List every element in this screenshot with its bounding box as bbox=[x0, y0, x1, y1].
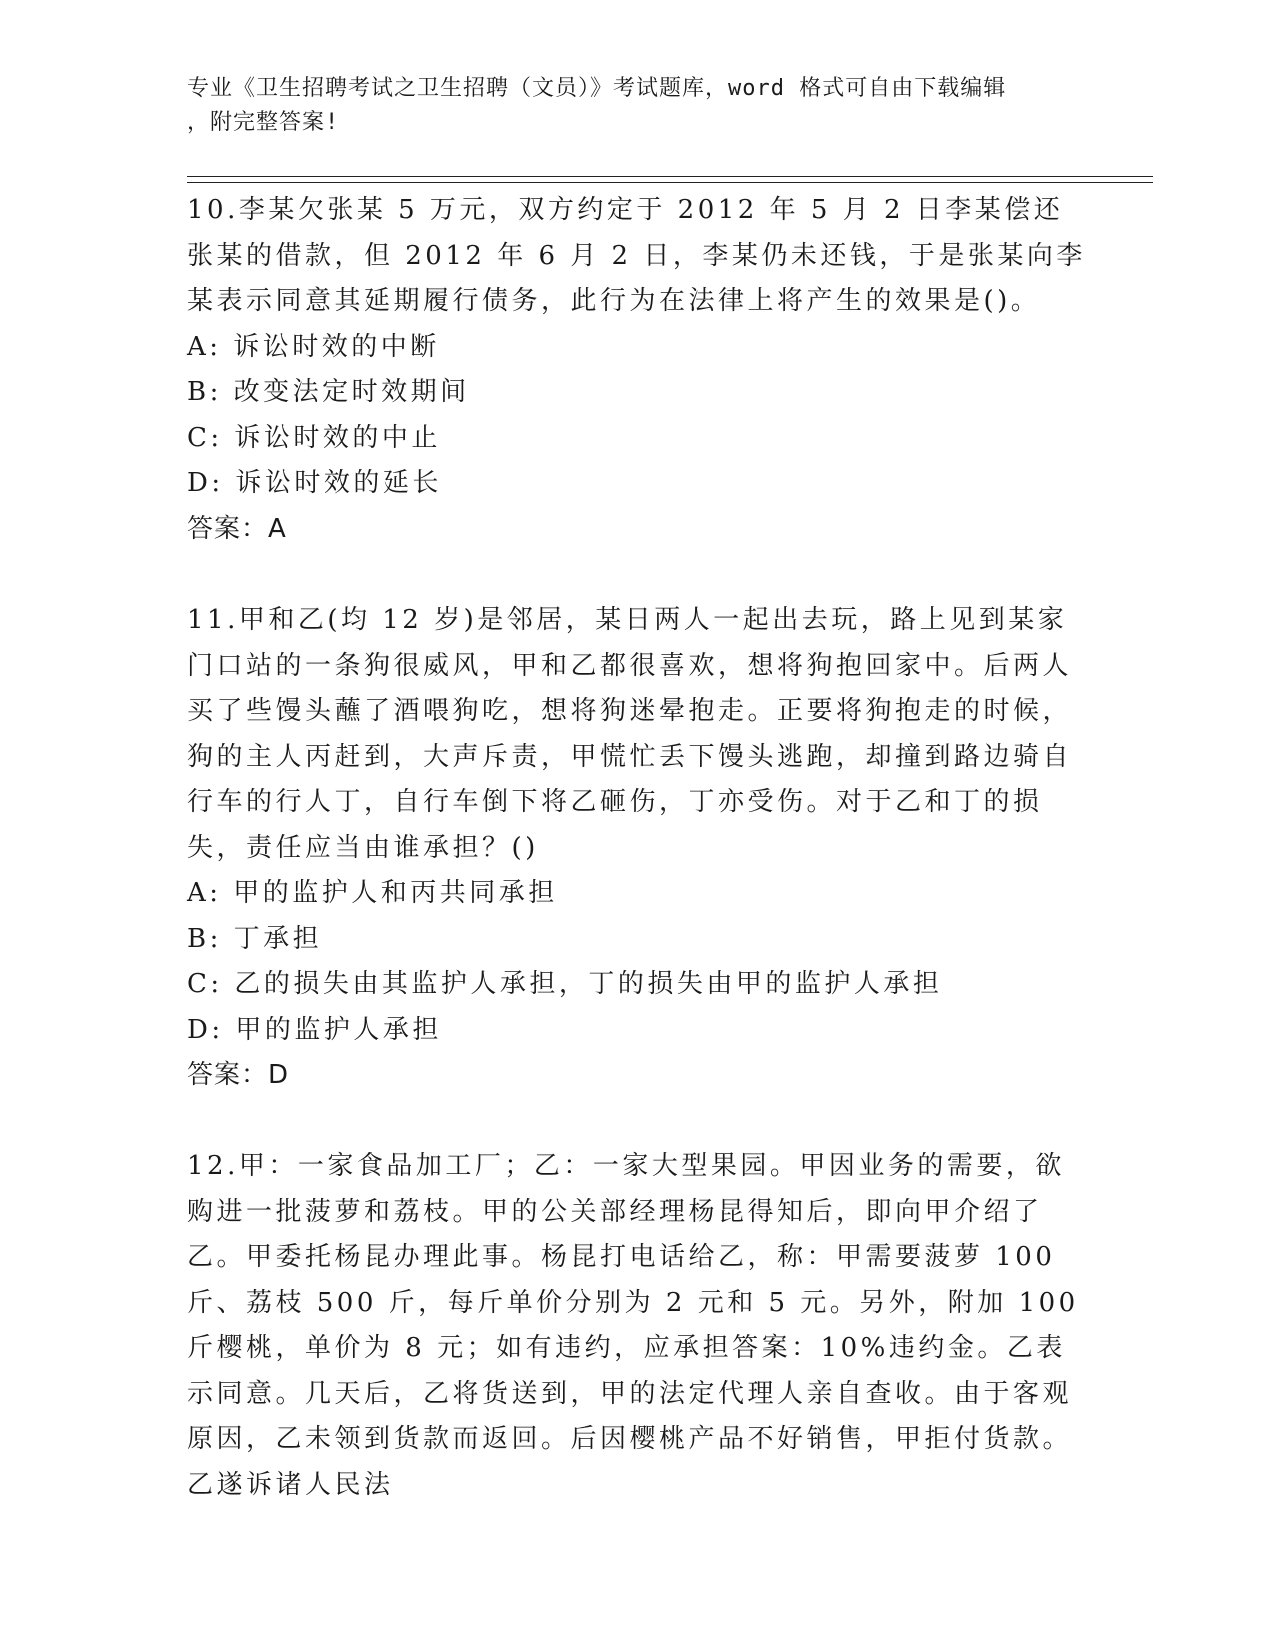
question-stem: 11.甲和乙(均 12 岁)是邻居，某日两人一起出去玩，路上见到某家门口站的一条狗很威风，甲和乙都很喜欢，想将狗抱回家中。后两人买了些馒头蘸了酒喂狗吃，想将狗迷晕抱走。正要将狗抱走的时候，狗的主人丙赶到，大声斥责，甲慌忙丢下馒头逃跑，却撞到路边骑自行车的行人丁，自行车倒下将乙砸伤，丁亦受伤。对于乙和丁的损失，责任应当由谁承担？() bbox=[187, 605, 1073, 863]
question-stem: 12.甲：一家食品加工厂；乙：一家大型果园。甲因业务的需要，欲购进一批菠萝和荔枝。甲的公关部经理杨昆得知后，即向甲介绍了乙。甲委托杨昆办理此事。杨昆打电话给乙，称：甲需要菠萝 100 斤、荔枝 500 斤，每斤单价分别为 2 元和 5 元。另外，附加 100 斤樱桃，单价为 8 元；如有违约，应承担答案：10%违约金。乙表示同意。几天后，乙将货送到，甲的法定代理人亲自查收。由于客观原因，乙未领到货款而返回。后因樱桃产品不好销售，甲拒付货款。乙遂诉诸人民法 bbox=[187, 1151, 1079, 1500]
answer-line: 答案：A bbox=[187, 513, 287, 544]
option-a: A: 甲的监护人和丙共同承担 bbox=[187, 878, 558, 908]
option-d: D: 甲的监护人承担 bbox=[187, 1014, 442, 1045]
header-divider bbox=[187, 176, 1153, 183]
option-b: B: 改变法定时效期间 bbox=[187, 377, 470, 407]
document-header bbox=[187, 72, 1067, 140]
option-list bbox=[187, 325, 1087, 507]
option-a: A: 诉讼时效的中断 bbox=[187, 331, 440, 362]
option-list bbox=[187, 871, 1087, 1053]
question-12 bbox=[187, 1144, 1087, 1508]
answer-line: 答案：D bbox=[187, 1060, 290, 1090]
question-stem: 10.李某欠张某 5 万元，双方约定于 2012 年 5 月 2 日李某偿还张某的借款，但 2012 年 6 月 2 日，李某仍未还钱，于是张某向李某表示同意其延期履行债务，此行为在法律上将产生的效果是()。 bbox=[187, 195, 1086, 316]
header-title-line-2: ，附完整答案! bbox=[187, 110, 340, 135]
option-d: D: 诉讼时效的延长 bbox=[187, 468, 442, 498]
question-10 bbox=[187, 188, 1087, 552]
question-11 bbox=[187, 598, 1087, 1099]
option-b: B: 丁承担 bbox=[187, 923, 323, 954]
option-c: C: 诉讼时效的中止 bbox=[187, 422, 441, 453]
option-c: C: 乙的损失由其监护人承担，丁的损失由甲的监护人承担 bbox=[187, 969, 943, 999]
header-title-line-1: 专业《卫生招聘考试之卫生招聘（文员）》考试题库，word 格式可自由下载编辑 bbox=[187, 76, 1007, 101]
